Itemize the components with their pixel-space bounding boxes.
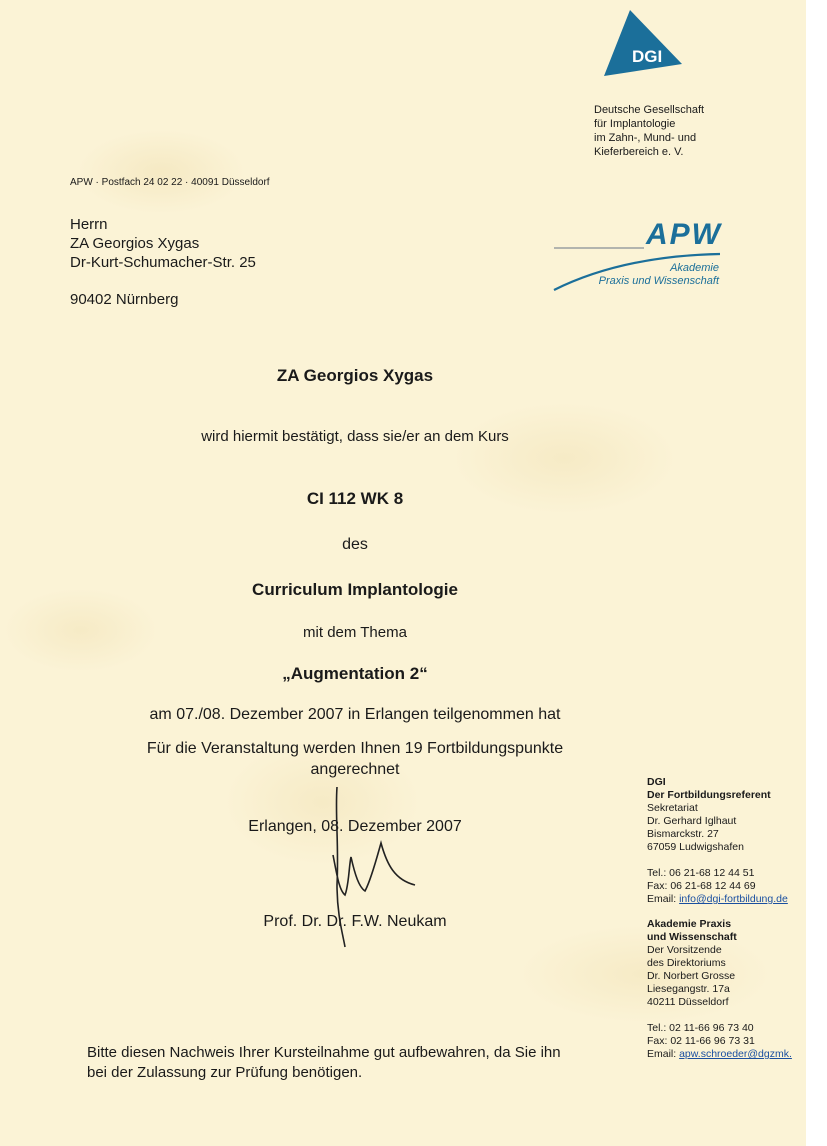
sidebar-apw-email-row [647, 1048, 792, 1061]
sidebar-dgi [647, 776, 788, 906]
sidebar-dgi-fax: Fax: 06 21-68 12 44 69 [647, 880, 756, 892]
sidebar-apw-line: Dr. Norbert Grosse [647, 970, 736, 982]
dgi-logo-text: DGI [632, 47, 663, 66]
sidebar-apw-line: Liesegangstr. 17a [647, 983, 730, 995]
certificate-confirm: wird hiermit bestätigt, dass sie/er an dem Kurs [201, 428, 509, 445]
email-label: Email: [647, 1048, 680, 1060]
sidebar-apw-fax: Fax: 02 11-66 96 73 31 [647, 1035, 755, 1047]
apw-logo-sub2: Praxis und Wissenschaft [598, 275, 719, 287]
dgi-logo-icon [600, 8, 684, 78]
course-des: des [342, 536, 368, 553]
sidebar-apw-line: Der Vorsitzende [647, 944, 722, 956]
signer-name: Prof. Dr. Dr. F.W. Neukam [263, 913, 447, 930]
theme-intro: mit dem Thema [303, 624, 407, 641]
email-label: Email: [647, 893, 680, 905]
recipient-address [70, 215, 256, 272]
org-line: für Implantologie [594, 118, 676, 130]
place-date: Erlangen, 08. Dezember 2007 [248, 818, 462, 835]
apw-email-link[interactable]: apw.schroeder@dgzmk. [679, 1048, 792, 1060]
certificate-name: ZA Georgios Xygas [276, 366, 434, 385]
recipient-name: ZA Georgios Xygas [70, 235, 200, 252]
sidebar-dgi-line: Bismarckstr. 27 [647, 828, 719, 840]
points-line-1: Für die Veranstaltung werden Ihnen 19 Fortbildungspunkte [146, 740, 564, 757]
recipient-city: 90402 Nürnberg [70, 291, 179, 308]
org-line: Kieferbereich e. V. [594, 146, 684, 158]
sidebar-dgi-line: Sekretariat [647, 802, 698, 814]
sidebar-apw-line: des Direktoriums [647, 957, 726, 969]
points-line-2: angerechnet [310, 761, 400, 778]
sidebar-apw-title: Akademie Praxis [647, 918, 732, 930]
sidebar-apw-subtitle: und Wissenschaft [647, 931, 737, 943]
recipient-street: Dr-Kurt-Schumacher-Str. 25 [70, 254, 256, 271]
sidebar-apw-tel: Tel.: 02 11-66 96 73 40 [647, 1022, 754, 1034]
org-line: Deutsche Gesellschaft [594, 104, 705, 116]
curriculum-title: Curriculum Implantologie [252, 580, 458, 599]
course-code: CI 112 WK 8 [306, 489, 404, 508]
sidebar-dgi-line: Dr. Gerhard Iglhaut [647, 815, 737, 827]
sidebar-dgi-tel: Tel.: 06 21-68 12 44 51 [647, 867, 755, 879]
footer-note-line: bei der Zulassung zur Prüfung benötigen. [87, 1064, 363, 1081]
sidebar-dgi-line: 67059 Ludwigshafen [647, 841, 744, 853]
recipient-salutation: Herrn [70, 216, 108, 233]
theme-title: „Augmentation 2“ [282, 664, 428, 683]
org-line: im Zahn-, Mund- und [594, 132, 697, 144]
sidebar-apw-line: 40211 Düsseldorf [647, 996, 729, 1008]
sidebar-apw [647, 918, 792, 1061]
sidebar-dgi-title: DGI [647, 776, 666, 788]
apw-logo-text: APW [646, 218, 722, 251]
footer-note [87, 1043, 561, 1083]
sender-line: APW · Postfach 24 02 22 · 40091 Düsseldorf [70, 177, 270, 188]
dgi-email-link[interactable]: info@dgi-fortbildung.de [679, 893, 788, 905]
sidebar-dgi-email-row [647, 893, 788, 906]
footer-note-line: Bitte diesen Nachweis Ihrer Kursteilnahme gut aufbewahren, da Sie ihn [87, 1044, 561, 1061]
apw-logo-sub1: Akademie [670, 262, 719, 274]
sidebar-dgi-subtitle: Der Fortbildungsreferent [647, 789, 771, 801]
org-name [594, 103, 704, 159]
apw-logo [552, 218, 727, 298]
course-date-place: am 07./08. Dezember 2007 in Erlangen teilgenommen hat [149, 706, 561, 723]
